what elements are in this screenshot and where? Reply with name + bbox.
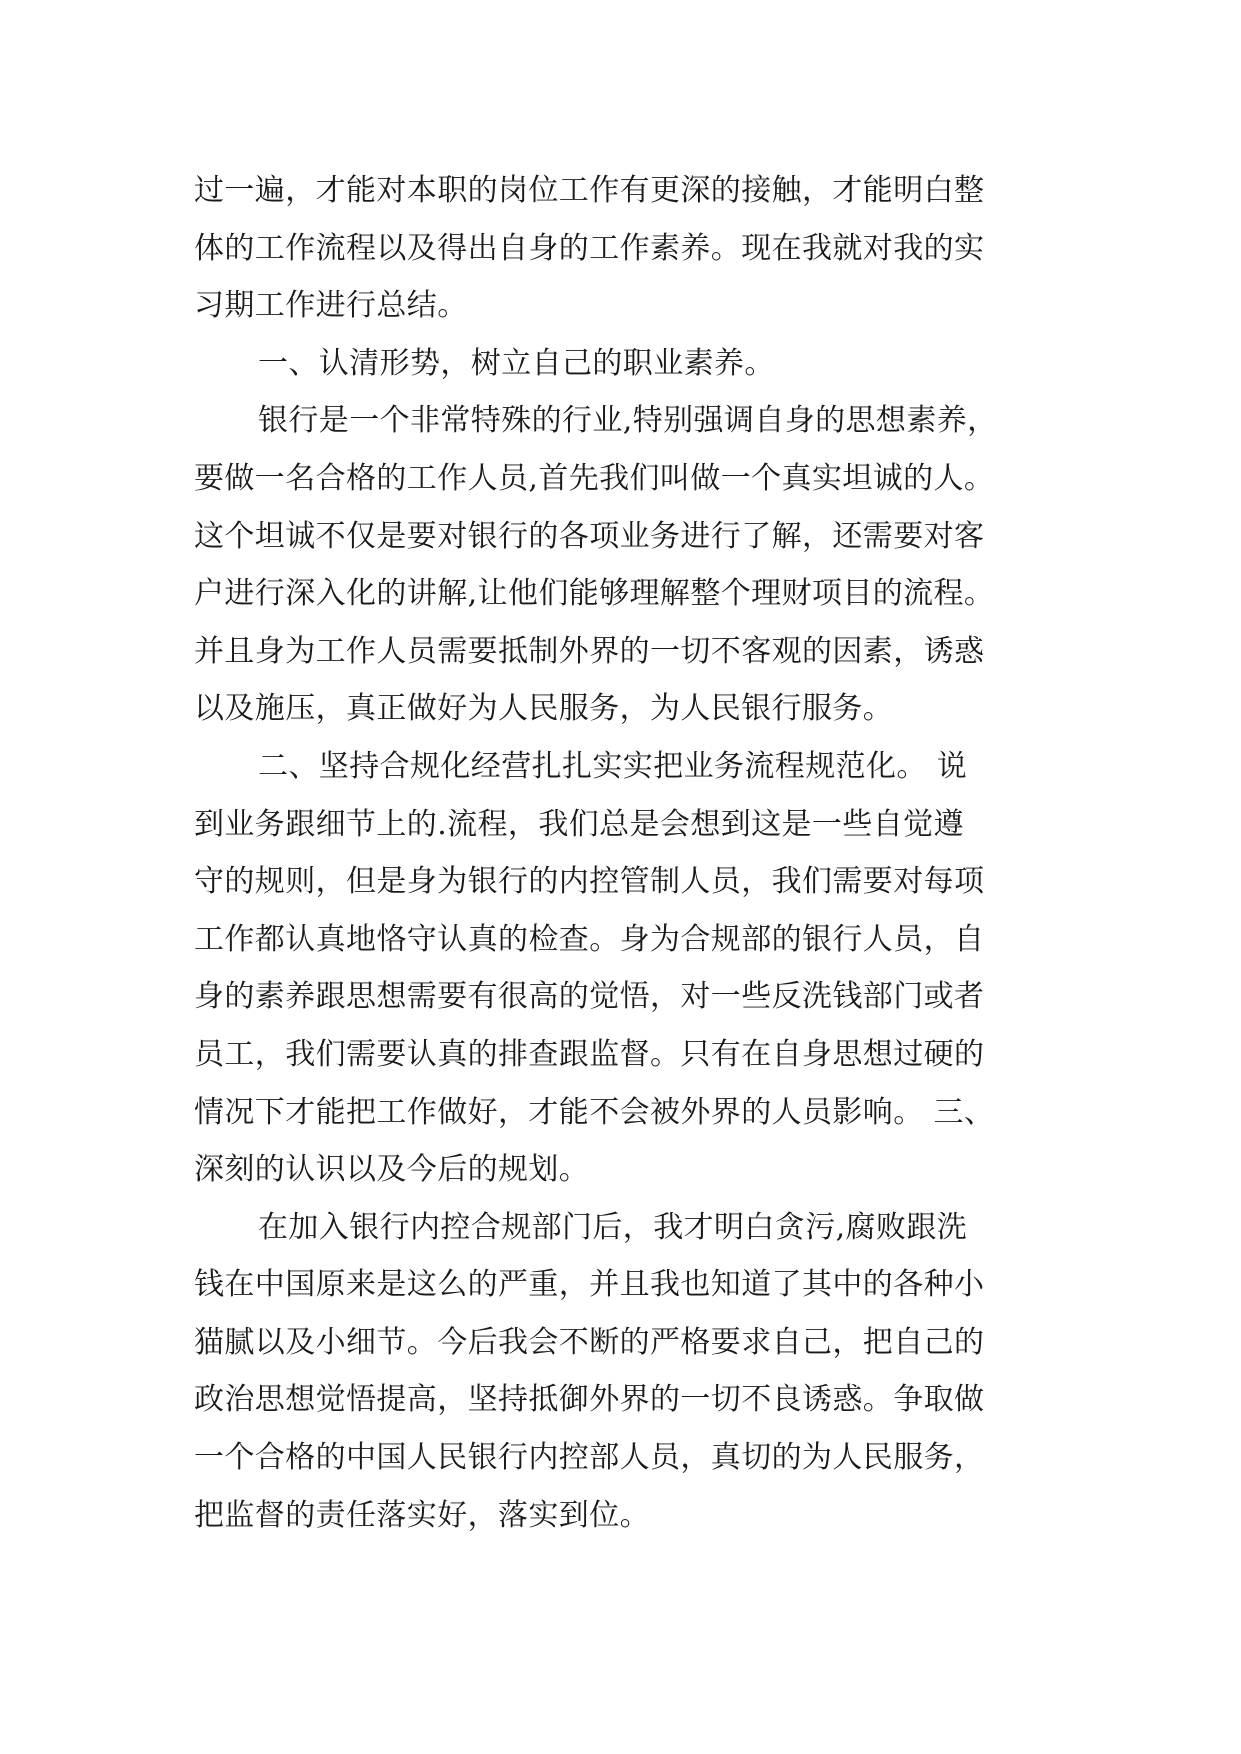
text-line: 户进行深入化的讲解,让他们能够理解整个理财项目的流程。 [194, 576, 995, 612]
text-line: 工作都认真地恪守认真的检查。身为合规部的银行人员，自 [194, 921, 985, 957]
text-line: 过一遍，才能对本职的岗位工作有更深的接触，才能明白整 [194, 173, 985, 208]
text-line: 猫腻以及小细节。今后我会不断的严格要求自己，把自己的 [194, 1324, 985, 1360]
text-line: 在加入银行内控合规部门后，我才明白贪污,腐败跟洗 [258, 1209, 968, 1245]
text-line: 以及施压，真正做好为人民服务，为人民银行服务。 [194, 691, 894, 727]
text-line: 政治思想觉悟提高，坚持抵御外界的一切不良诱惑。争取做 [194, 1382, 985, 1418]
text-line: 这个坦诚不仅是要对银行的各项业务进行了解，还需要对客 [194, 518, 985, 554]
text-line: 守的规则，但是身为银行的内控管制人员，我们需要对每项 [194, 864, 985, 900]
text-line: 钱在中国原来是这么的严重，并且我也知道了其中的各种小 [194, 1267, 985, 1303]
section-heading-3: 深刻的认识以及今后的规划。 [194, 1152, 590, 1188]
text-line: 到业务跟细节上的.流程，我们总是会想到这是一些自觉遵 [194, 806, 964, 842]
text-line: 银行是一个非常特殊的行业,特别强调自身的思想素养， [258, 403, 998, 439]
text-line: 员工，我们需要认真的排查跟监督。只有在自身思想过硬的 [194, 1036, 985, 1072]
section-heading-1: 一、认清形势，树立自己的职业素养。 [258, 345, 775, 381]
text-line: 要做一名合格的工作人员,首先我们叫做一个真实坦诚的人。 [194, 460, 995, 496]
text-line: 习期工作进行总结。 [194, 288, 468, 324]
text-line: 一个合格的中国人民银行内控部人员，真切的为人民服务， [194, 1440, 985, 1476]
text-line: 体的工作流程以及得出自身的工作素养。现在我就对我的实 [194, 230, 985, 266]
text-line: 情况下才能把工作做好，才能不会被外界的人员影响。 三、 [194, 1094, 995, 1130]
text-line: 身的素养跟思想需要有很高的觉悟，对一些反洗钱部门或者 [194, 979, 985, 1015]
text-line: 并且身为工作人员需要抵制外界的一切不客观的因素，诱惑 [194, 633, 985, 669]
section-heading-2: 二、坚持合规化经营扎扎实实把业务流程规范化。 说 [258, 748, 968, 784]
text-line: 把监督的责任落实好，落实到位。 [194, 1497, 650, 1533]
document-body [194, 162, 1054, 1544]
